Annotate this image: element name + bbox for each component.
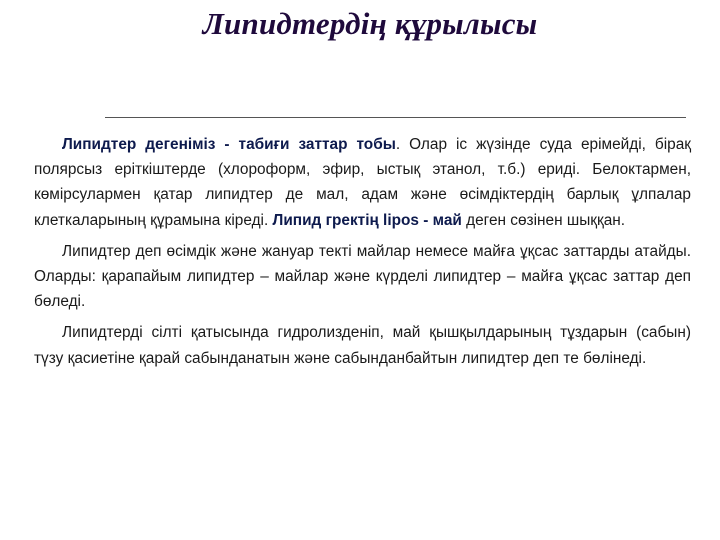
etymology-term: Липид гректің lipos - май	[272, 211, 462, 229]
slide-body	[34, 132, 691, 377]
paragraph-classification: Липидтер деп өсімдік және жануар текті майлар немесе майға ұқсас заттарды атайды. Оларды: қарапайым липидтер – майлар және күрделі липидтер – майға ұқсас заттар деп бөледі.	[34, 242, 691, 311]
etymology-text: деген сөзінен шыққан.	[461, 211, 626, 229]
paragraph-definition	[34, 132, 691, 233]
definition-text: . Олар іс жүзінде суда ерімейді, бірақ полярсыз еріткіштерде (хлороформ, эфир, ыстық этанол, т.б.) ериді. Белоктармен, көмірсулармен қатар липидтер де мал, адам және өсімдіктердің барлық ұлпалар клеткаларының құрамына кіреді.	[34, 136, 691, 229]
definition-lead: Липидтер дегеніміз - табиғи заттар тобы	[62, 136, 396, 153]
slide-title: Липидтердің құрылысы	[202, 6, 538, 41]
title-divider	[105, 117, 686, 118]
paragraph-saponification: Липидтерді сілті қатысында гидролизденіп, май қышқылдарының тұздарын (сабын) түзу қасиетіне қарай сабынданатын және сабынданбайтын липидтер деп те бөлінеді.	[34, 324, 691, 367]
